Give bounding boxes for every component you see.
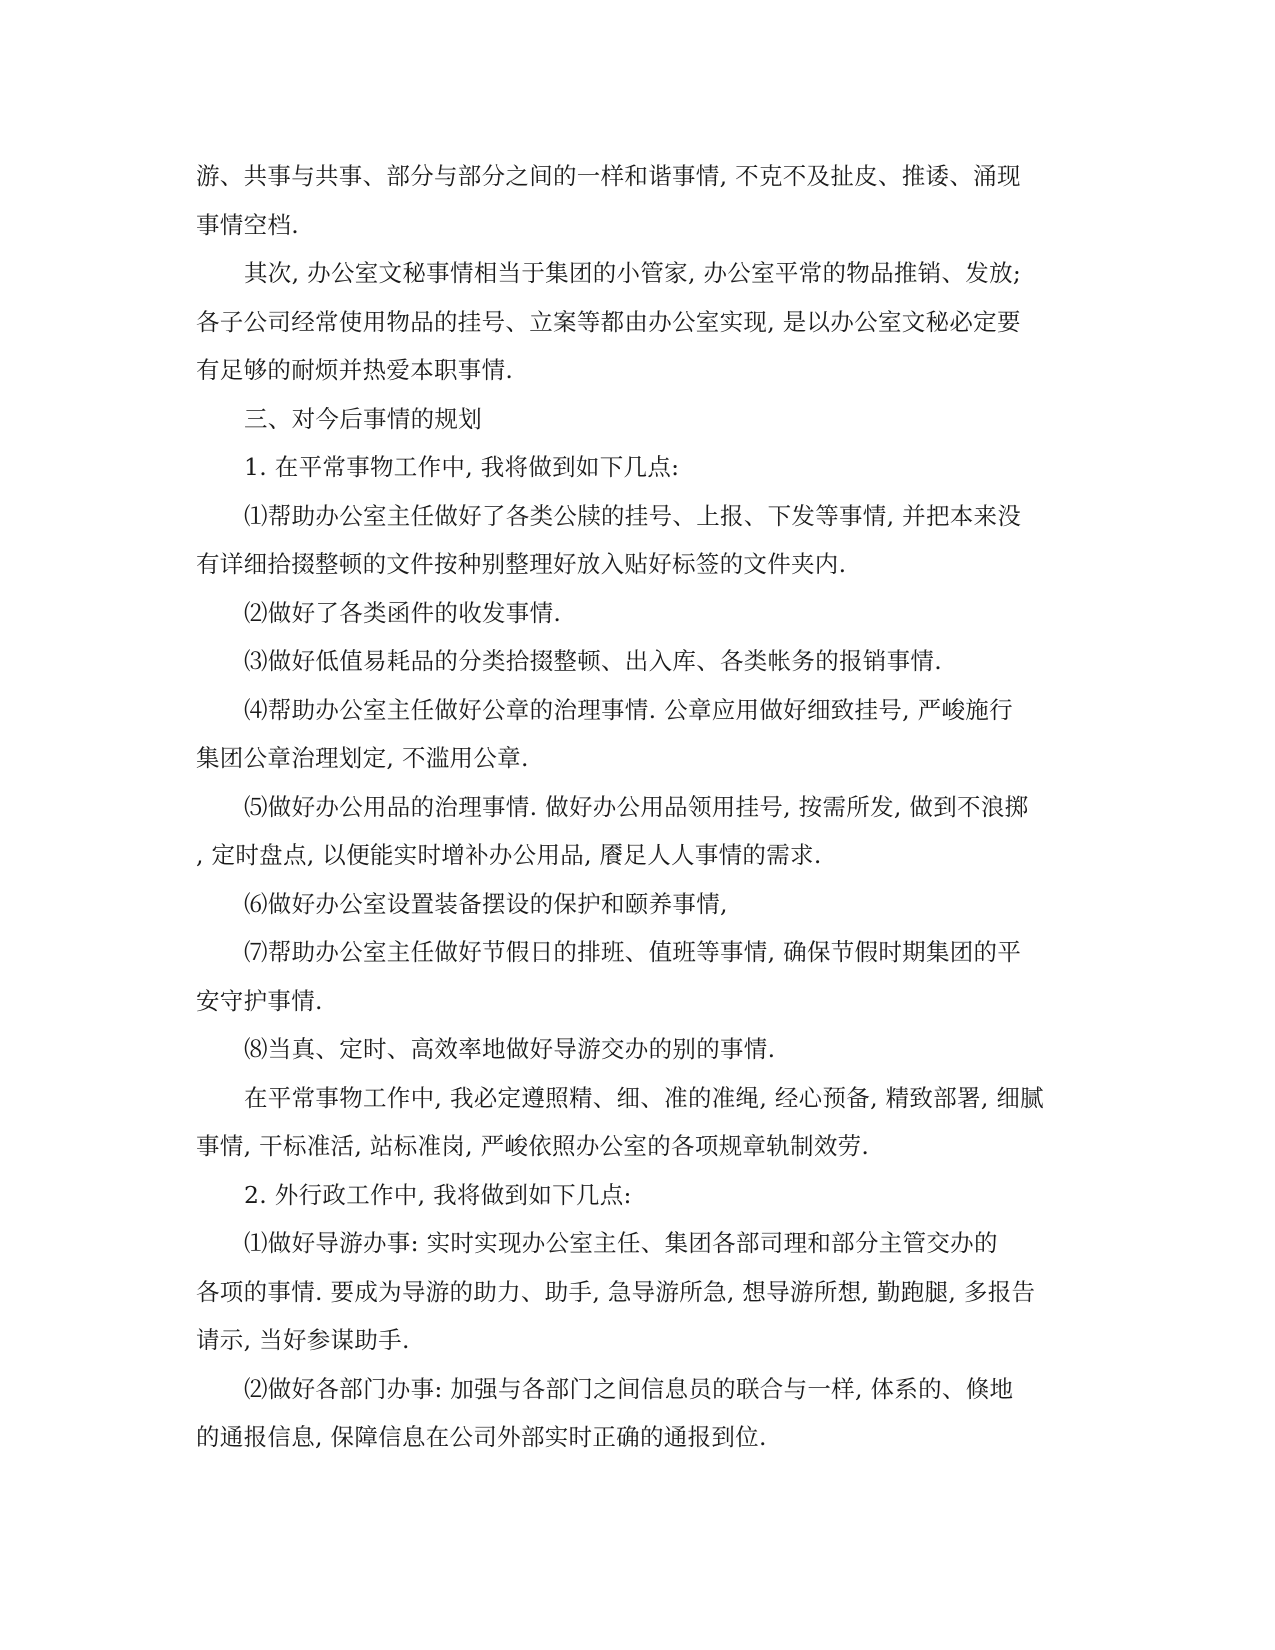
paragraph-line: ⑶做好低值易耗品的分类拾掇整顿、出入库、各类帐务的报销事情. (244, 647, 942, 675)
paragraph-line: ⑵做好各部门办事: 加强与各部门之间信息员的联合与一样, 体系的、倏地 (244, 1374, 1014, 1403)
paragraph (196, 1219, 1076, 1365)
paragraph (196, 928, 1076, 1025)
paragraph-line: 事情, 干标准活, 站标准岗, 严峻依照办公室的各项规章轨制效劳. (196, 1132, 870, 1160)
paragraph (196, 637, 1076, 686)
paragraph (196, 395, 1076, 444)
paragraph-line: , 定时盘点, 以便能实时增补办公用品, 餍足人人事情的需求. (196, 841, 822, 869)
paragraph-line: ⑷帮助办公室主任做好公章的治理事情. 公章应用做好细致挂号, 严峻施行 (244, 695, 1013, 724)
paragraph (196, 443, 1076, 492)
paragraph-line: 其次, 办公室文秘事情相当于集团的小管家, 办公室平常的物品推销、发放; (244, 259, 1022, 287)
document-body (196, 152, 1076, 1462)
paragraph (196, 152, 1076, 249)
paragraph-line: ⑸做好办公用品的治理事情. 做好办公用品领用挂号, 按需所发, 做到不浪掷 (244, 792, 1029, 821)
paragraph-line: 三、对今后事情的规划 (244, 404, 482, 433)
paragraph-line: ⑹做好办公室设置装备摆设的保护和颐养事情, (244, 889, 728, 918)
paragraph-line: 有足够的耐烦并热爱本职事情. (196, 356, 514, 384)
paragraph-line: 各子公司经常使用物品的挂号、立案等都由办公室实现, 是以办公室文秘必定要 (196, 307, 1021, 336)
paragraph-line: 请示, 当好参谋助手. (196, 1326, 410, 1354)
paragraph-line: ⑴帮助办公室主任做好了各类公牍的挂号、上报、下发等事情, 并把本来没 (244, 501, 1022, 530)
paragraph (196, 249, 1076, 395)
paragraph-line: 1. 在平常事物工作中, 我将做到如下几点: (244, 453, 680, 481)
paragraph (196, 1025, 1076, 1074)
paragraph-line: 游、共事与共事、部分与部分之间的一样和谐事情, 不克不及扯皮、推诿、涌现 (196, 162, 1021, 190)
paragraph-line: ⑻当真、定时、高效率地做好导游交办的别的事情. (244, 1035, 776, 1063)
paragraph-line: 各项的事情. 要成为导游的助力、助手, 急导游所急, 想导游所想, 勤跑腿, 多报告 (196, 1277, 1036, 1306)
paragraph (196, 1365, 1076, 1462)
paragraph-line: 在平常事物工作中, 我必定遵照精、细、准的准绳, 经心预备, 精致部署, 细腻 (244, 1083, 1044, 1112)
paragraph-line: 安守护事情. (196, 986, 323, 1015)
paragraph (196, 686, 1076, 783)
paragraph-line: 有详细拾掇整顿的文件按种别整理好放入贴好标签的文件夹内. (196, 550, 847, 578)
paragraph-line: 事情空档. (196, 210, 299, 239)
paragraph (196, 880, 1076, 929)
paragraph (196, 492, 1076, 589)
paragraph (196, 1171, 1076, 1220)
paragraph (196, 589, 1076, 638)
paragraph (196, 1074, 1076, 1171)
paragraph-line: ⑵做好了各类函件的收发事情. (244, 598, 562, 627)
paragraph (196, 783, 1076, 880)
paragraph-line: 的通报信息, 保障信息在公司外部实时正确的通报到位. (196, 1423, 767, 1451)
paragraph-line: 集团公章治理划定, 不滥用公章. (196, 744, 529, 772)
paragraph-line: ⑺帮助办公室主任做好节假日的排班、值班等事情, 确保节假时期集团的平 (244, 938, 1022, 966)
paragraph-line: 2. 外行政工作中, 我将做到如下几点: (244, 1180, 632, 1209)
paragraph-line: ⑴做好导游办事: 实时实现办公室主任、集团各部司理和部分主管交办的 (244, 1229, 998, 1257)
